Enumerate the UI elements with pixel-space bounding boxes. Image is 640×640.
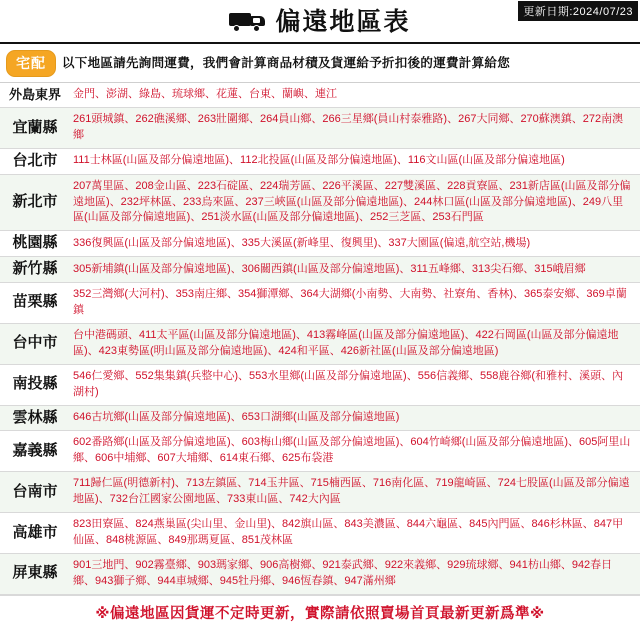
title-group (229, 7, 411, 36)
remote-area-table (0, 83, 640, 595)
region-label: 新竹縣 (12, 260, 58, 278)
region-label: 宜蘭縣 (12, 118, 58, 136)
region-areas: 261頭城鎮、262礁溪鄉、263壯圍鄉、264員山鄉、266三星鄉(員山村泰雅路)、267大同鄉、270蘇澳鎮、272南澳鄉 (73, 112, 624, 141)
region-areas: 207萬里區、208金山區、223石碇區、224瑞芳區、226平溪區、227雙溪區、228貢寮區、231新店區(山區及部分偏遠地區)、232坪林區、233烏來區、237三峽區(山區及部分偏遠地區)、244林口區(山區及部分偏遠地區)、249八里區(山區及部分偏遠地區)、251淡水區(山區及部分偏遠地區)、252三芝區、253石門區 (73, 179, 631, 224)
table-row (0, 282, 640, 323)
region-label: 台北市 (12, 151, 58, 169)
table-row (0, 472, 640, 513)
region-label: 嘉義縣 (12, 441, 58, 459)
table-row (0, 148, 640, 174)
table-row (0, 323, 640, 364)
table-row (0, 174, 640, 231)
table-row (0, 513, 640, 554)
region-areas: 646古坑鄉(山區及部分偏遠地區)、653口湖鄉(山區及部分偏遠地區) (73, 410, 400, 423)
region-areas: 823田寮區、824燕巢區(尖山里、金山里)、842旗山區、843美濃區、844六龜區、845內門區、846杉林區、847甲仙區、848桃源區、849那瑪夏區、851茂林區 (73, 518, 624, 546)
footer-disclaimer: ※偏遠地區因貨運不定時更新，實際請依照賣場首頁最新更新爲準※ (0, 595, 640, 627)
region-areas: 台中港碼頭、411太平區(山區及部分偏遠地區)、413霧峰區(山區及部分偏遠地區)、422石岡區(山區及部分偏遠地區)、423東勢區(明山區及部分偏遠地區)、424和平區、426新社區(山區及部分偏遠地區) (73, 328, 619, 357)
region-areas: 352三灣鄉(大河村)、353南庄鄉、354獅潭鄉、364大湖鄉(小南勢、大南勢、社寮角、香林)、365泰安鄉、369卓蘭鎮 (73, 287, 627, 316)
table-row (0, 231, 640, 257)
table-row (0, 431, 640, 472)
region-areas: 602番路鄉(山區及部分偏遠地區)、603梅山鄉(山區及部分偏遠地區)、604竹崎鄉(山區及部分偏遠地區)、605阿里山鄉、606中埔鄉、607大埔鄉、614東石鄉、625布袋港 (73, 436, 631, 465)
table-row (0, 83, 640, 107)
region-areas: 305新埔鎮(山區及部分偏遠地區)、306關西鎮(山區及部分偏遠地區)、311五峰鄉、313尖石鄉、315峨眉鄉 (73, 262, 586, 275)
table-row (0, 405, 640, 431)
region-label: 雲林縣 (12, 408, 58, 426)
region-areas: 111士林區(山區及部分偏遠地區)、112北投區(山區及部分偏遠地區)、116文山區(山區及部分偏遠地區) (73, 154, 565, 167)
region-label: 台南市 (12, 482, 58, 500)
table-row (0, 553, 640, 594)
region-label: 南投縣 (12, 375, 58, 393)
update-date-badge: 更新日期:2024/07/23 (518, 1, 638, 21)
region-label: 屏東縣 (12, 564, 58, 582)
region-areas: 901三地門、902霧臺鄉、903瑪家鄉、906高樹鄉、921泰武鄉、922來義鄉、929琉球鄉、941枋山鄉、942春日鄉、943獅子鄉、944車城鄉、945牡丹鄉、946恆春鎮、947滿州鄉 (73, 558, 613, 587)
table-row (0, 364, 640, 405)
region-label: 高雄市 (12, 523, 58, 541)
delivery-truck-icon (229, 11, 269, 33)
notice-text: 以下地區請先詢問運費，我們會計算商品材積及貨運給予折扣後的運費計算給您 (62, 56, 511, 70)
region-label: 台中市 (12, 334, 58, 352)
region-areas: 546仁愛鄉、552集集鎮(兵整中心)、553水里鄉(山區及部分偏遠地區)、556信義鄉、558鹿谷鄉(和雅村、溪頭、內湖村) (73, 369, 624, 398)
region-areas: 711歸仁區(明德新村)、713左鎮區、714玉井區、715楠西區、716南化區、719龍崎區、724七股區(山區及部分偏遠地區)、732台江國家公園地區、733東山區、742大內區 (73, 477, 630, 506)
region-areas: 金門、澎湖、綠島、琉球鄉、花蓮、台東、蘭嶼、連江 (73, 88, 337, 100)
notice-bar (0, 44, 640, 83)
table-row (0, 107, 640, 148)
region-areas: 336復興區(山區及部分偏遠地區)、335大溪區(新峰里、復興里)、337大園區(偏遠,航空站,機場) (73, 236, 531, 249)
table-row (0, 257, 640, 283)
region-label: 桃園縣 (12, 234, 58, 252)
region-label: 外島東界 (8, 86, 61, 102)
page-header (0, 0, 640, 44)
page-title: 偏遠地區表 (275, 7, 411, 36)
delivery-type-badge: 宅配 (6, 50, 56, 77)
region-label: 新北市 (12, 193, 58, 211)
region-label: 苗栗縣 (12, 293, 58, 311)
